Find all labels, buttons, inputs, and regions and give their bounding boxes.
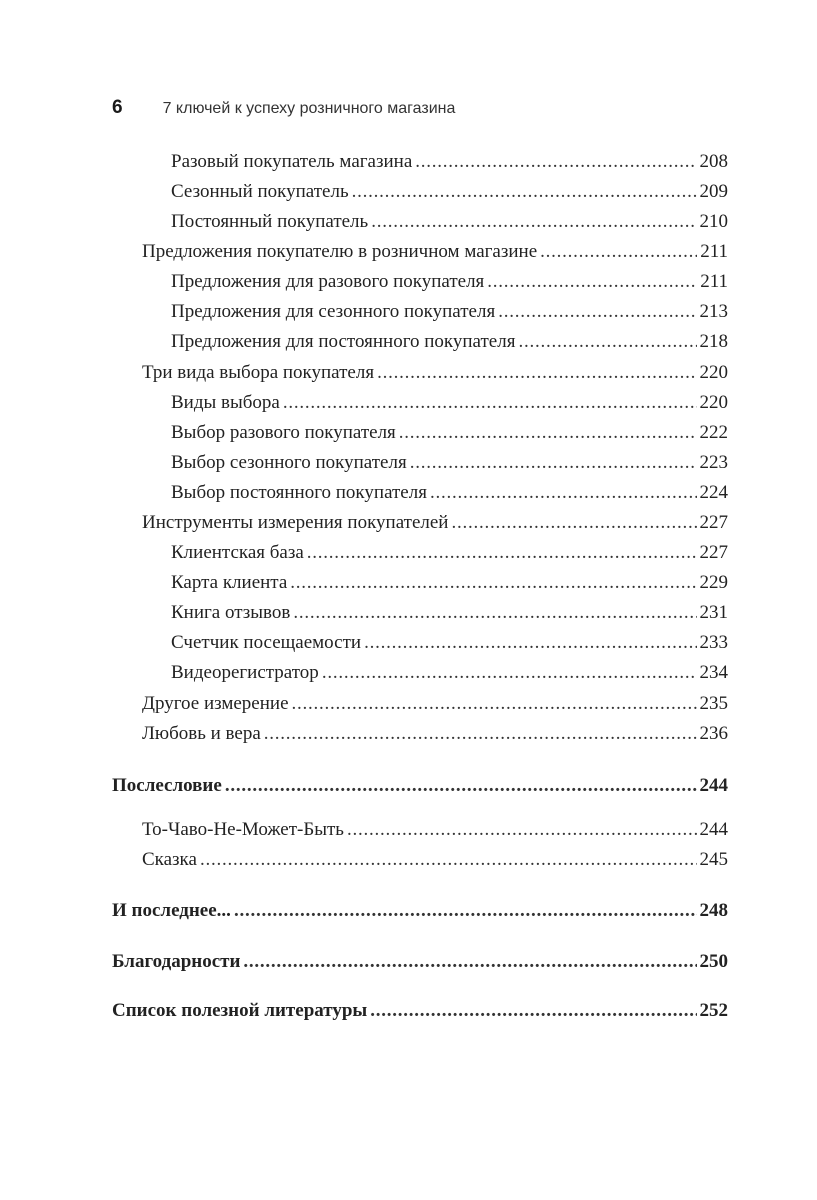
dot-leader bbox=[399, 421, 697, 445]
toc-entry[interactable] bbox=[142, 692, 728, 716]
toc-entry-page: 252 bbox=[699, 1000, 728, 1021]
toc-entry[interactable] bbox=[142, 848, 728, 872]
toc-entry[interactable] bbox=[142, 722, 728, 746]
toc-entry[interactable] bbox=[171, 330, 728, 354]
dot-leader bbox=[290, 571, 696, 595]
dot-leader bbox=[293, 601, 696, 625]
dot-leader bbox=[451, 511, 696, 535]
toc-entry-title: Послесловие bbox=[112, 775, 222, 796]
toc-entry-page: 224 bbox=[699, 482, 728, 503]
running-title: 7 ключей к успеху розничного магазина bbox=[162, 100, 456, 117]
toc-entry-title: Благодарности bbox=[112, 951, 241, 972]
dot-leader bbox=[498, 300, 696, 324]
dot-leader bbox=[518, 330, 696, 354]
toc-entry-title: Виды выбора bbox=[171, 392, 280, 413]
toc-entry[interactable] bbox=[142, 361, 728, 385]
toc-entry-page: 234 bbox=[699, 662, 728, 683]
toc-entry[interactable] bbox=[171, 451, 728, 475]
toc-entry[interactable] bbox=[171, 150, 728, 174]
toc-entry[interactable] bbox=[171, 571, 728, 595]
toc-entry-title: Книга отзывов bbox=[171, 602, 291, 623]
toc-entry[interactable] bbox=[171, 421, 728, 445]
toc-entry-page: 248 bbox=[699, 900, 728, 921]
dot-leader bbox=[243, 950, 696, 974]
toc-entry-page: 233 bbox=[699, 632, 728, 653]
toc-entry-page: 227 bbox=[699, 512, 728, 533]
toc-entry-title: Видеорегистратор bbox=[171, 662, 319, 683]
toc-entry-title: То-Чаво-Не-Может-Быть bbox=[142, 819, 344, 840]
toc-entry[interactable] bbox=[171, 210, 728, 234]
toc-entry-title: И последнее... bbox=[112, 900, 231, 921]
toc-entry-title: Предложения для разового покупателя bbox=[171, 271, 485, 292]
toc-entry[interactable] bbox=[142, 240, 728, 264]
toc-entry[interactable] bbox=[112, 774, 728, 798]
toc-entry-page: 231 bbox=[699, 602, 728, 623]
dot-leader bbox=[283, 391, 697, 415]
page-header bbox=[112, 97, 455, 121]
dot-leader bbox=[487, 270, 697, 294]
toc-entry-title: Карта клиента bbox=[171, 572, 288, 593]
toc-entry-page: 220 bbox=[699, 392, 728, 413]
toc-entry-page: 227 bbox=[699, 542, 728, 563]
toc-entry-title: Предложения покупателю в розничном магазине bbox=[142, 241, 538, 262]
toc-entry[interactable] bbox=[171, 481, 728, 505]
toc-entry[interactable] bbox=[171, 541, 728, 565]
toc-entry-page: 223 bbox=[699, 452, 728, 473]
toc-entry-title: Другое измерение bbox=[142, 693, 289, 714]
toc-entry-page: 210 bbox=[699, 211, 728, 232]
dot-leader bbox=[371, 210, 696, 234]
toc-entry-title: Любовь и вера bbox=[142, 723, 261, 744]
dot-leader bbox=[234, 899, 697, 923]
toc-entry-page: 250 bbox=[699, 951, 728, 972]
dot-leader bbox=[347, 818, 697, 842]
toc-entry-title: Выбор разового покупателя bbox=[171, 422, 396, 443]
toc-entry-title: Постоянный покупатель bbox=[171, 211, 369, 232]
toc-entry[interactable] bbox=[171, 391, 728, 415]
dot-leader bbox=[364, 631, 696, 655]
toc-entry-title: Разовый покупатель магазина bbox=[171, 151, 413, 172]
dot-leader bbox=[200, 848, 697, 872]
dot-leader bbox=[225, 774, 697, 798]
toc-entry-page: 218 bbox=[699, 331, 728, 352]
dot-leader bbox=[264, 722, 697, 746]
dot-leader bbox=[370, 999, 696, 1023]
dot-leader bbox=[410, 451, 697, 475]
toc-entry[interactable] bbox=[171, 661, 728, 685]
toc-entry-title: Выбор сезонного покупателя bbox=[171, 452, 407, 473]
toc-entry-page: 213 bbox=[699, 301, 728, 322]
toc-entry-page: 235 bbox=[699, 693, 728, 714]
dot-leader bbox=[377, 361, 696, 385]
toc-entry-page: 209 bbox=[699, 181, 728, 202]
toc-entry-title: Клиентская база bbox=[171, 542, 304, 563]
toc-entry-title: Три вида выбора покупателя bbox=[142, 362, 375, 383]
dot-leader bbox=[540, 240, 697, 264]
toc-entry[interactable] bbox=[171, 601, 728, 625]
toc-entry-title: Предложения для постоянного покупателя bbox=[171, 331, 516, 352]
toc-entry-title: Счетчик посещаемости bbox=[171, 632, 362, 653]
dot-leader bbox=[322, 661, 697, 685]
toc-entry-page: 211 bbox=[700, 271, 728, 292]
toc-entry[interactable] bbox=[142, 511, 728, 535]
toc-entry-title: Сезонный покупатель bbox=[171, 181, 349, 202]
toc-entry[interactable] bbox=[112, 899, 728, 923]
toc-entry-page: 208 bbox=[699, 151, 728, 172]
dot-leader bbox=[307, 541, 697, 565]
toc-entry-title: Предложения для сезонного покупателя bbox=[171, 301, 496, 322]
toc-entry-page: 244 bbox=[699, 819, 728, 840]
toc-entry[interactable] bbox=[171, 270, 728, 294]
toc-entry-page: 236 bbox=[699, 723, 728, 744]
toc-entry-title: Инструменты измерения покупателей bbox=[142, 512, 449, 533]
toc-entry[interactable] bbox=[171, 631, 728, 655]
page-number: 6 bbox=[112, 97, 123, 118]
toc-entry-title: Сказка bbox=[142, 849, 197, 870]
toc-entry-title: Список полезной литературы bbox=[112, 1000, 368, 1021]
dot-leader bbox=[415, 150, 696, 174]
dot-leader bbox=[292, 692, 697, 716]
dot-leader bbox=[430, 481, 697, 505]
toc-entry-page: 220 bbox=[699, 362, 728, 383]
toc-entry[interactable] bbox=[112, 999, 728, 1023]
toc-entry[interactable] bbox=[171, 180, 728, 204]
toc-entry-page: 229 bbox=[699, 572, 728, 593]
toc-entry-page: 211 bbox=[700, 241, 728, 262]
toc-entry[interactable] bbox=[171, 300, 728, 324]
toc-entry[interactable] bbox=[142, 818, 728, 842]
toc-entry-page: 244 bbox=[699, 775, 728, 796]
dot-leader bbox=[352, 180, 697, 204]
toc-entry-page: 245 bbox=[699, 849, 728, 870]
toc-entry-title: Выбор постоянного покупателя bbox=[171, 482, 427, 503]
toc-entry[interactable] bbox=[112, 950, 728, 974]
toc-entry-page: 222 bbox=[699, 422, 728, 443]
